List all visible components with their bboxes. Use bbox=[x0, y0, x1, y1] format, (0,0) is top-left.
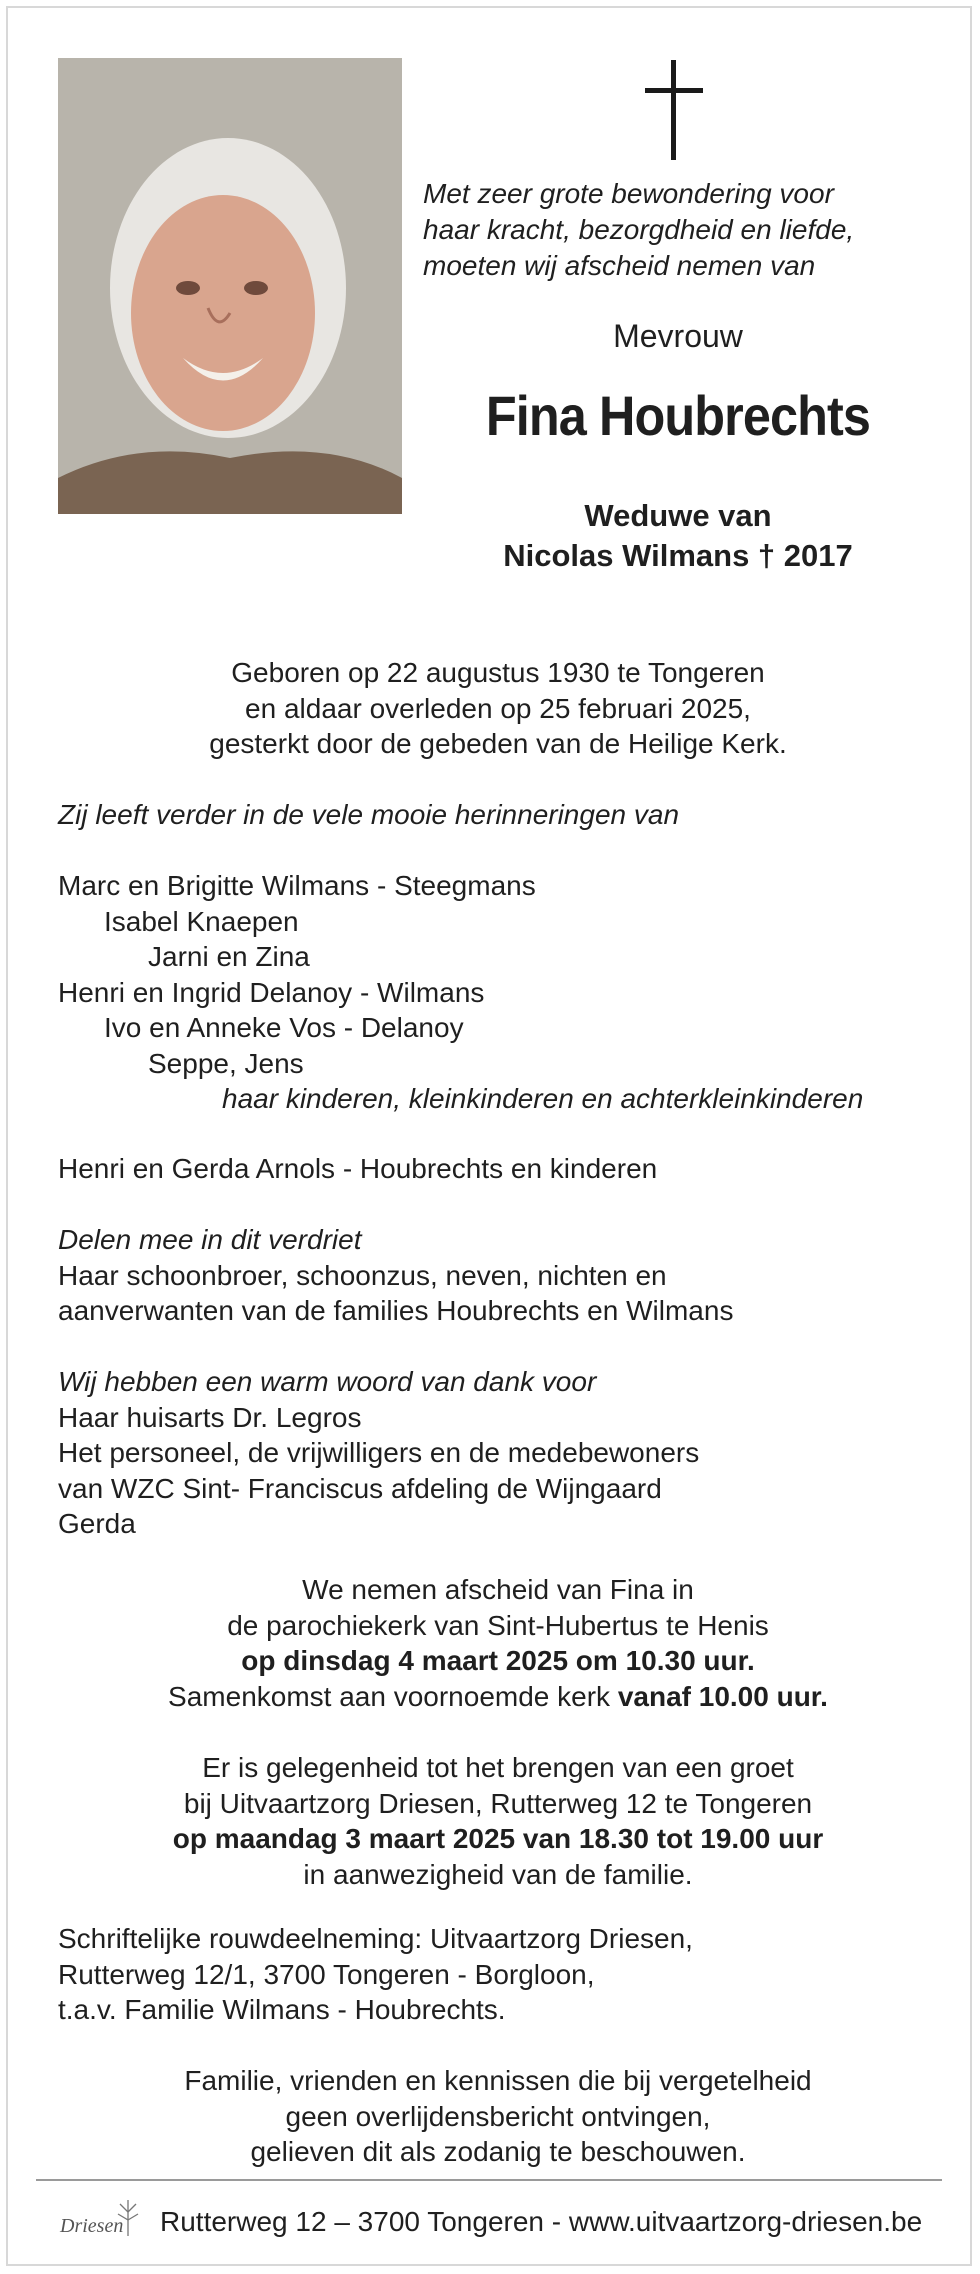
intro-line: Met zeer grote bewondering voor bbox=[423, 178, 834, 209]
widow-info bbox=[423, 496, 933, 576]
family-member: Isabel Knaepen bbox=[104, 905, 299, 937]
siblings-line: Henri en Gerda Arnols - Houbrechts en kinderen bbox=[58, 1153, 658, 1184]
birth-line: Geboren op 22 augustus 1930 te Tongeren bbox=[231, 657, 765, 688]
intro-line: moeten wij afscheid nemen van bbox=[423, 250, 816, 281]
family-member: Jarni en Zina bbox=[148, 941, 310, 972]
condolence-line: Rutterweg 12/1, 3700 Tongeren - Borgloon, bbox=[58, 1958, 595, 1990]
family-member: Seppe, Jens bbox=[148, 1047, 304, 1079]
closing-line: Familie, vrienden en kennissen die bij vergetelheid bbox=[184, 2065, 812, 2096]
honorific: Mevrouw bbox=[613, 318, 743, 354]
share-grief bbox=[58, 1222, 938, 1329]
condolence-line: Schriftelijke rouwdeelneming: Uitvaartzorg Driesen, bbox=[58, 1923, 693, 1954]
deceased-name: Fina Houbrechts bbox=[485, 384, 871, 447]
thanks-line: van WZC Sint- Franciscus afdeling de Wijngaard bbox=[58, 1472, 662, 1504]
funeral-line: We nemen afscheid van Fina in bbox=[302, 1574, 694, 1605]
intro-line: haar kracht, bezorgdheid en liefde, bbox=[423, 214, 855, 245]
funeral-info bbox=[58, 1572, 938, 1714]
condolence-line: t.a.v. Familie Wilmans - Houbrechts. bbox=[58, 1994, 506, 2025]
funeral-gathering bbox=[58, 1679, 938, 1715]
thanks-line: Gerda bbox=[58, 1508, 136, 1539]
footer-divider bbox=[36, 2179, 942, 2181]
funeral-date: op dinsdag 4 maart 2025 om 10.30 uur. bbox=[241, 1645, 755, 1676]
visit-line: Er is gelegenheid tot het brengen van een groet bbox=[202, 1752, 794, 1783]
closing-note bbox=[58, 2063, 938, 2170]
condolence-address bbox=[58, 1921, 938, 2028]
closing-line: geen overlijdensbericht ontvingen, bbox=[285, 2100, 711, 2132]
share-line: aanverwanten van de families Houbrechts en Wilmans bbox=[58, 1295, 734, 1326]
family-member: Marc en Brigitte Wilmans - Steegmans bbox=[58, 870, 536, 901]
share-line: Haar schoonbroer, schoonzus, neven, nichten en bbox=[58, 1259, 667, 1291]
closing-line: gelieven dit als zodanig te beschouwen. bbox=[250, 2136, 746, 2167]
widow-label: Weduwe van bbox=[584, 498, 772, 533]
prayer-line: gesterkt door de gebeden van de Heilige Kerk. bbox=[209, 728, 787, 759]
family-caption: haar kinderen, kleinkinderen en achterkleinkinderen bbox=[222, 1083, 864, 1114]
gathering-text: Samenkomst aan voornoemde kerk bbox=[168, 1680, 618, 1712]
death-line: en aldaar overleden op 25 februari 2025, bbox=[245, 692, 751, 724]
spouse-name: Nicolas Wilmans † 2017 bbox=[503, 538, 853, 573]
intro-text bbox=[423, 176, 943, 284]
family-list bbox=[58, 868, 938, 1117]
driesen-logo bbox=[58, 2192, 142, 2256]
thanks-line: Haar huisarts Dr. Legros bbox=[58, 1401, 362, 1433]
gathering-time: vanaf 10.00 uur. bbox=[617, 1680, 828, 1712]
memories-intro: Zij leeft verder in de vele mooie herinneringen van bbox=[58, 799, 680, 830]
cross-icon bbox=[645, 60, 703, 160]
visit-date: op maandag 3 maart 2025 van 18.30 tot 19.00 uur bbox=[172, 1823, 824, 1854]
footer-address: Rutterweg 12 – 3700 Tongeren - www.uitvaartzorg-driesen.be bbox=[160, 2206, 923, 2237]
visit-line: in aanwezigheid van de familie. bbox=[303, 1858, 693, 1890]
birth-death-info bbox=[58, 655, 938, 762]
thanks-section bbox=[58, 1364, 938, 1542]
funeral-line: de parochiekerk van Sint-Hubertus te Henis bbox=[227, 1609, 769, 1641]
share-heading: Delen mee in dit verdriet bbox=[58, 1224, 362, 1255]
family-member: Henri en Ingrid Delanoy - Wilmans bbox=[58, 976, 485, 1008]
thanks-heading: Wij hebben een warm woord van dank voor bbox=[58, 1366, 597, 1397]
visit-info bbox=[58, 1750, 938, 1892]
family-member: Ivo en Anneke Vos - Delanoy bbox=[104, 1012, 464, 1043]
visit-line: bij Uitvaartzorg Driesen, Rutterweg 12 te Tongeren bbox=[183, 1787, 813, 1819]
portrait-photo bbox=[58, 58, 402, 514]
thanks-line: Het personeel, de vrijwilligers en de medebewoners bbox=[58, 1437, 700, 1468]
logo-wordmark: Driesen bbox=[60, 2215, 124, 2237]
